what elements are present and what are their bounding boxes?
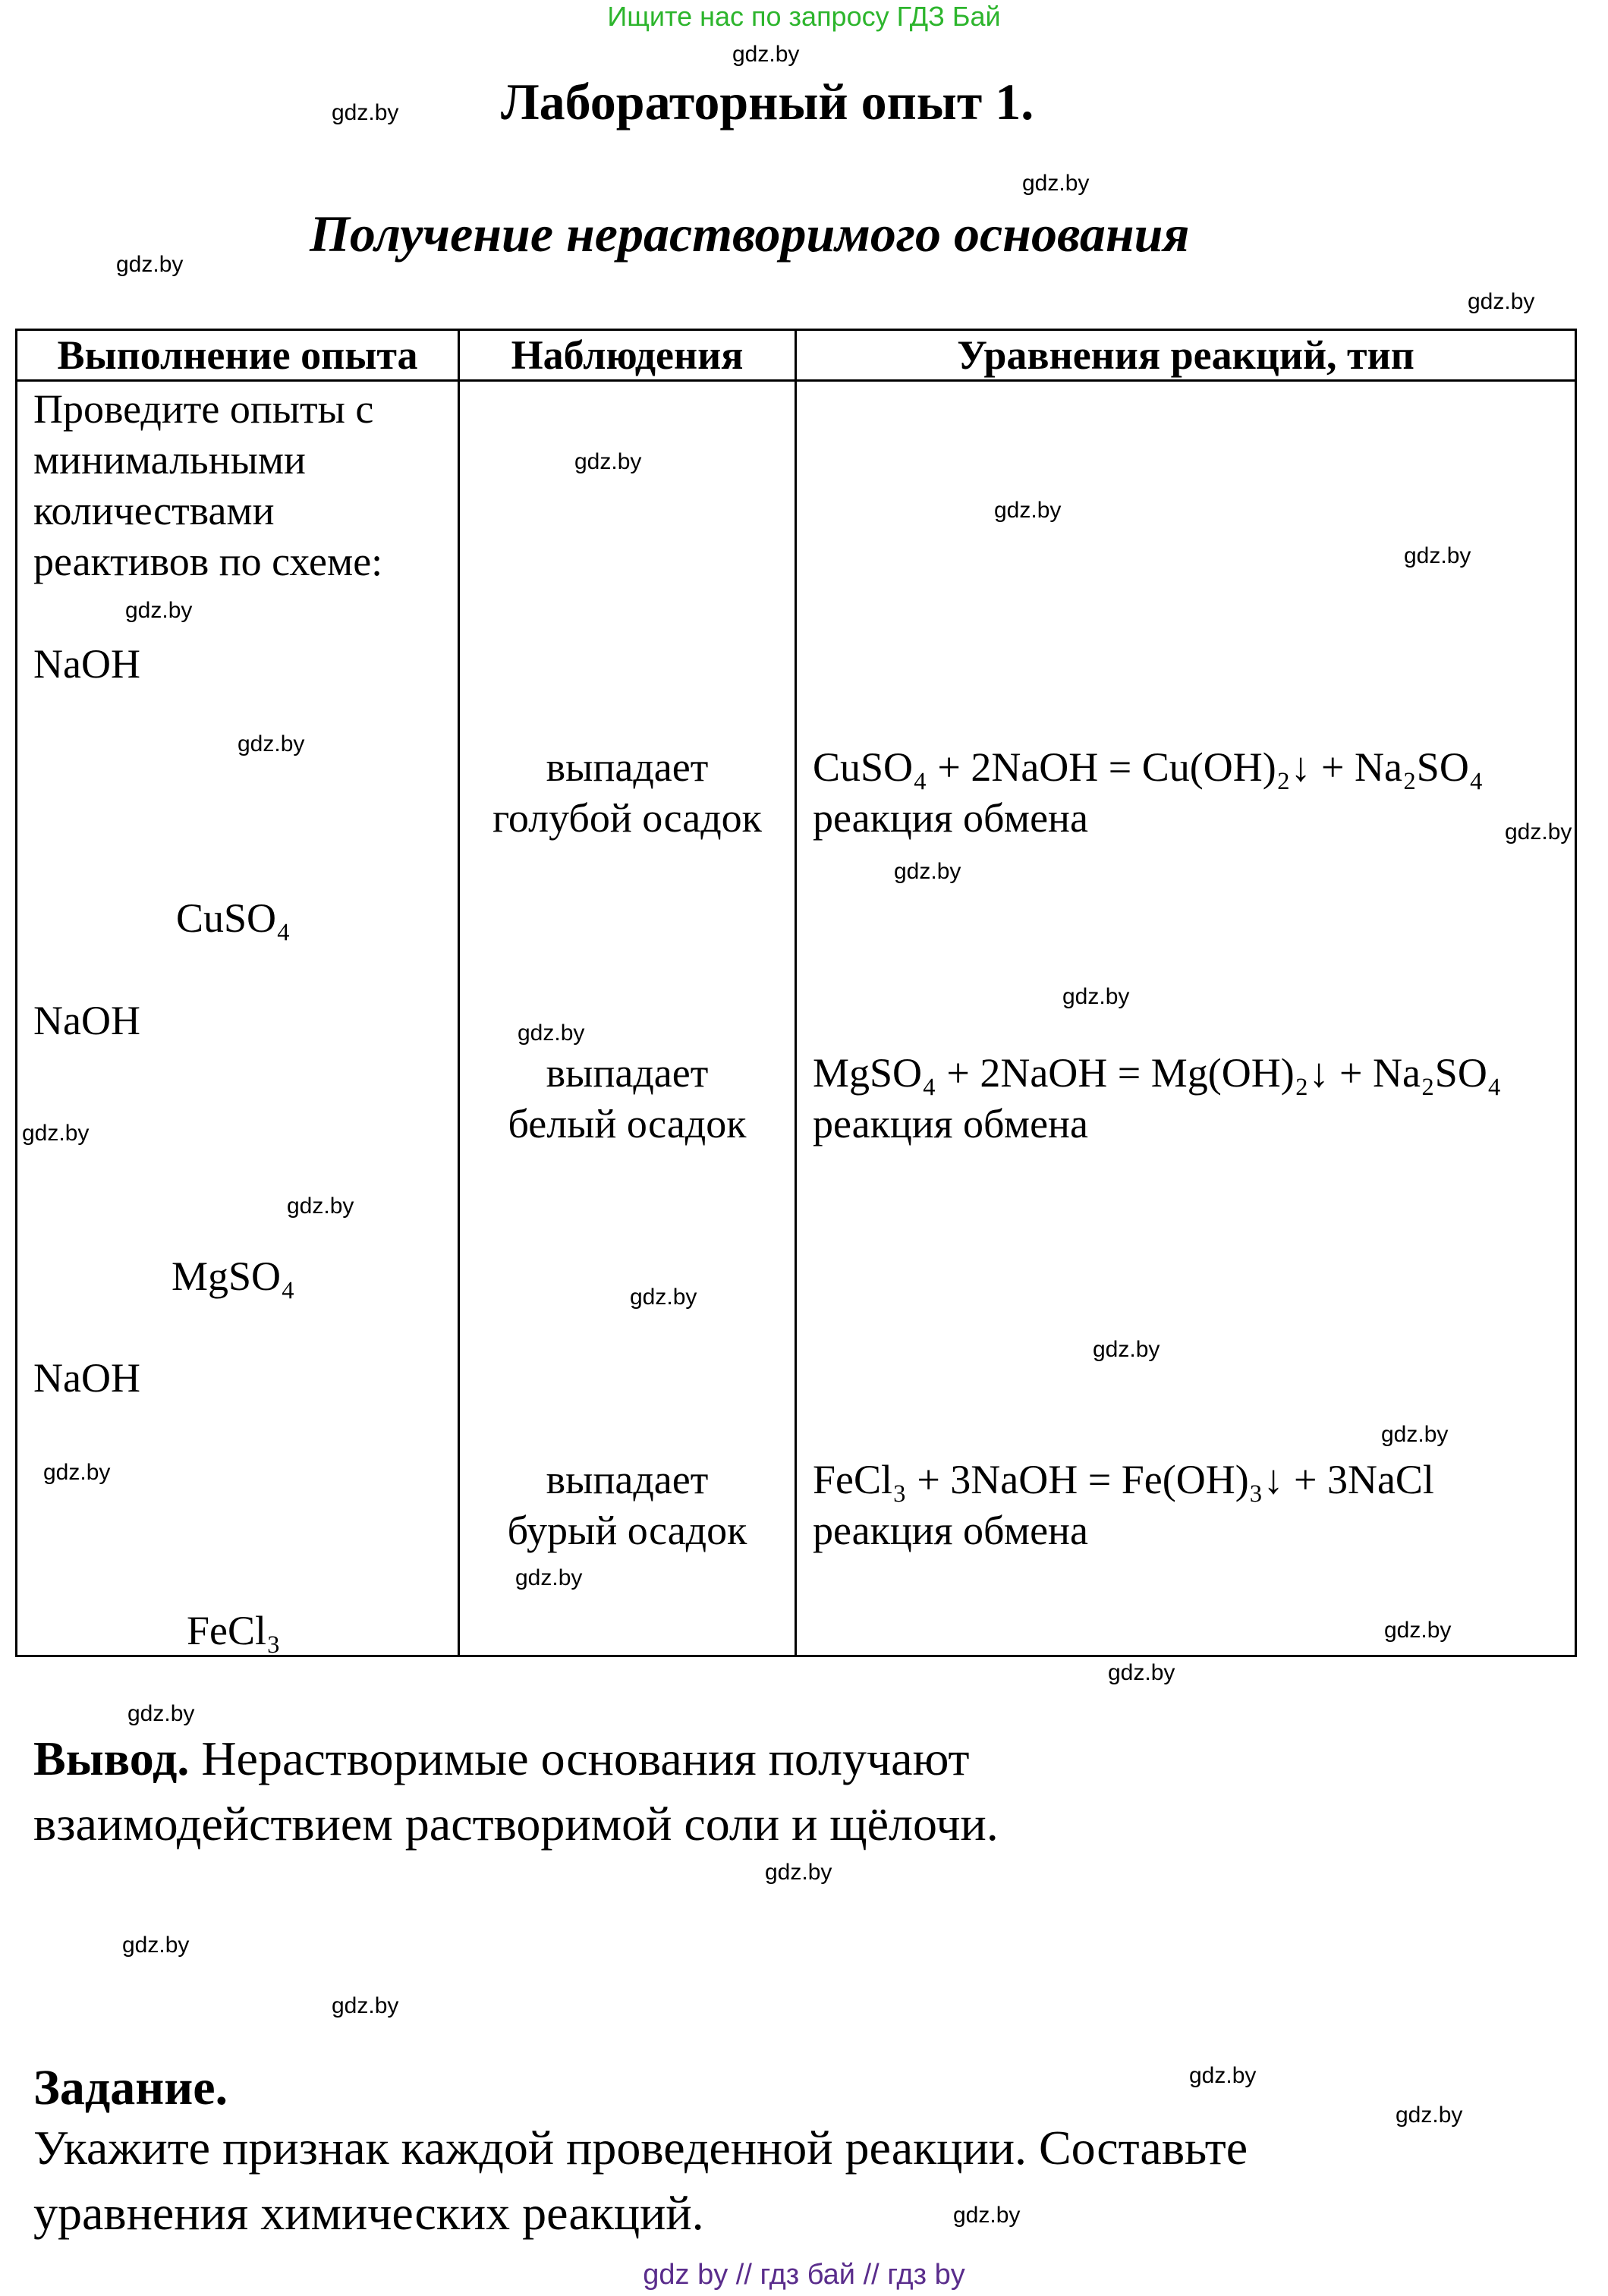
watermark: gdz.by xyxy=(1108,1660,1175,1685)
procedure-instruction-line: Проведите опыты с xyxy=(33,386,374,432)
page-title: Лабораторный опыт 1. xyxy=(501,73,1034,131)
page-subtitle: Получение нерастворимого основания xyxy=(310,205,1190,263)
reagent-salt: FeCl₃ xyxy=(187,1608,281,1653)
watermark: gdz.by xyxy=(953,2203,1021,2228)
footer-links[interactable]: gdz by // гдз бай // гдз by xyxy=(643,2259,965,2291)
watermark: gdz.by xyxy=(515,1565,583,1590)
observation-line: выпадает xyxy=(546,1457,709,1502)
reaction-type: реакция обмена xyxy=(813,1508,1088,1553)
watermark: gdz.by xyxy=(287,1194,354,1219)
watermark: gdz.by xyxy=(1505,819,1572,844)
watermark: gdz.by xyxy=(518,1021,585,1046)
table-border-left xyxy=(15,329,17,1657)
watermark: gdz.by xyxy=(122,1933,190,1958)
reagent-salt: MgSO₄ xyxy=(171,1253,295,1299)
observation-line: голубой осадок xyxy=(492,795,762,841)
watermark: gdz.by xyxy=(1384,1618,1452,1643)
observation-line: белый осадок xyxy=(508,1101,747,1146)
watermark: gdz.by xyxy=(116,252,184,277)
watermark: gdz.by xyxy=(630,1285,697,1310)
watermark: gdz.by xyxy=(1381,1422,1449,1447)
task-label: Задание. xyxy=(33,2060,228,2115)
conclusion-label: Вывод. xyxy=(33,1731,190,1785)
watermark: gdz.by xyxy=(1404,543,1471,568)
procedure-instruction-line: количествами xyxy=(33,488,275,533)
watermark: gdz.by xyxy=(994,498,1062,523)
watermark: gdz.by xyxy=(1396,2103,1463,2128)
reagent-naoh: NaOH xyxy=(33,1355,140,1401)
reaction-equation: FeCl₃ + 3NaOH = Fe(OH)₃↓ + 3NaCl xyxy=(813,1457,1434,1502)
watermark: gdz.by xyxy=(765,1860,832,1885)
column-header-procedure: Выполнение опыта xyxy=(57,332,418,378)
observation-line: бурый осадок xyxy=(507,1508,747,1553)
watermark: gdz.by xyxy=(894,859,961,884)
watermark: gdz.by xyxy=(238,731,305,756)
column-header-observations: Наблюдения xyxy=(511,332,744,378)
task-text: уравнения химических реакций. xyxy=(33,2186,704,2240)
watermark: gdz.by xyxy=(22,1121,90,1146)
reaction-equation: MgSO₄ + 2NaOH = Mg(OH)₂↓ + Na₂SO₄ xyxy=(813,1050,1502,1096)
reaction-type: реакция обмена xyxy=(813,1101,1088,1146)
reagent-salt: CuSO₄ xyxy=(176,895,291,941)
watermark: gdz.by xyxy=(1189,2063,1257,2088)
observation-line: выпадает xyxy=(546,1050,709,1096)
procedure-instruction-line: минимальными xyxy=(33,437,306,483)
search-hint-banner[interactable]: Ищите нас по запросу ГДЗ Бай xyxy=(607,1,1001,32)
conclusion-text: Нерастворимые основания получают xyxy=(201,1731,970,1785)
table-border-right xyxy=(1575,329,1577,1657)
reaction-equation: CuSO₄ + 2NaOH = Cu(OH)₂↓ + Na₂SO₄ xyxy=(813,744,1484,790)
reaction-type: реакция обмена xyxy=(813,795,1088,841)
conclusion-line xyxy=(33,1726,970,1791)
watermark: gdz.by xyxy=(125,598,193,623)
conclusion-text: взаимодействием растворимой соли и щёлочи. xyxy=(33,1797,999,1851)
watermark: gdz.by xyxy=(1468,289,1535,314)
procedure-instruction-line: реактивов по схеме: xyxy=(33,539,383,584)
reagent-naoh: NaOH xyxy=(33,998,140,1043)
watermark: gdz.by xyxy=(43,1460,111,1485)
column-header-equations: Уравнения реакций, тип xyxy=(957,332,1414,378)
watermark: gdz.by xyxy=(1062,984,1130,1009)
reagent-naoh: NaOH xyxy=(33,641,140,687)
watermark: gdz.by xyxy=(332,1993,399,2018)
watermark: gdz.by xyxy=(332,100,399,125)
watermark: gdz.by xyxy=(1022,171,1090,196)
task-text: Укажите признак каждой проведенной реакции. Составьте xyxy=(33,2121,1248,2175)
watermark: gdz.by xyxy=(574,449,642,474)
watermark: gdz.by xyxy=(1093,1337,1160,1362)
watermark: gdz.by xyxy=(127,1701,195,1726)
observation-line: выпадает xyxy=(546,744,709,790)
watermark: gdz.by xyxy=(732,42,800,67)
table-column-divider xyxy=(795,329,797,1657)
